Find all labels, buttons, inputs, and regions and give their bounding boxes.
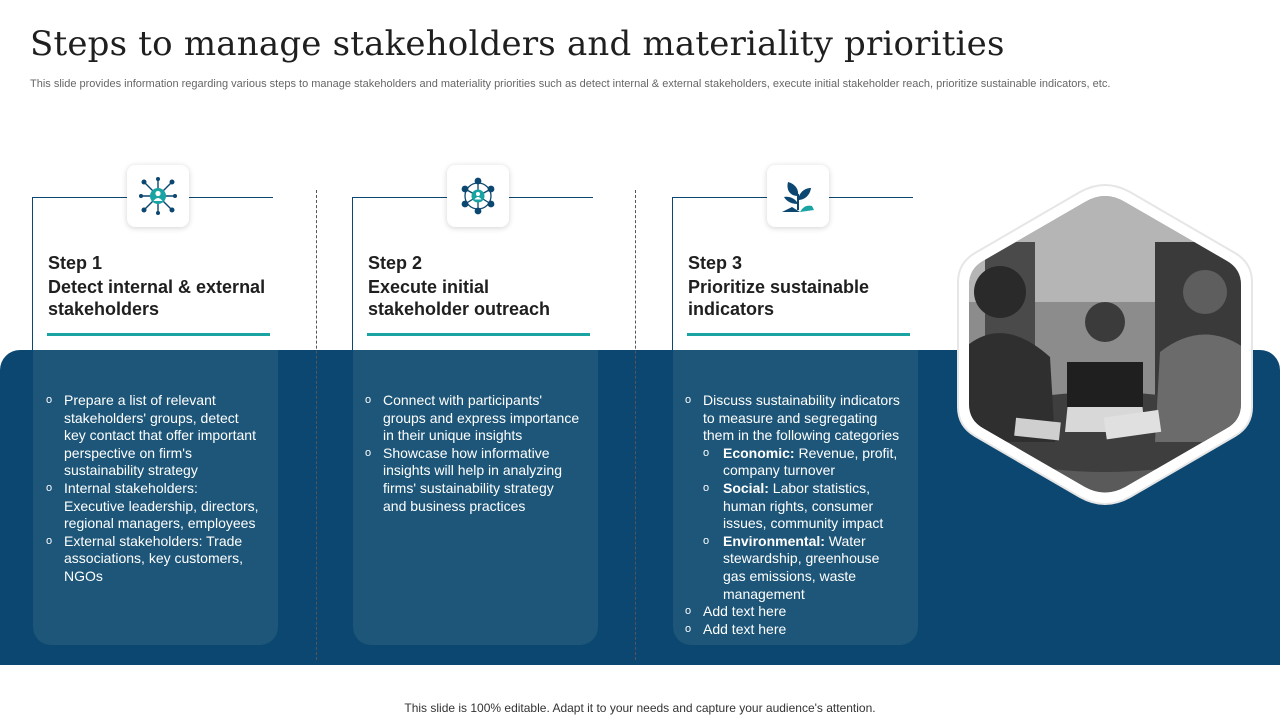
step-3-icon-box (767, 165, 829, 227)
category-item: o Environmental: Water stewardship, greenhouse gas emissions, waste management (703, 532, 880, 602)
step-2-icon-box (447, 165, 509, 227)
list-item: o Prepare a list of relevant stakeholders' groups, detect key contact that offer important perspective on firm's sustainability strategy (46, 392, 256, 479)
list-item (685, 445, 900, 603)
list-item: o External stakeholders: Trade associations, key customers, NGOs (46, 532, 243, 584)
list-item: o Showcase how informative insights will help in analyzing firms' sustainability strategy and business practices (365, 444, 562, 514)
step-1-icon-box (127, 165, 189, 227)
stakeholder-hub-icon (457, 175, 499, 217)
footer-note: This slide is 100% editable. Adapt it to your needs and capture your audience's attention. (404, 701, 876, 715)
step-3-number: Step 3 (688, 253, 743, 273)
step-3-list (685, 392, 900, 638)
network-person-icon (138, 176, 178, 216)
step-2-list (365, 392, 580, 515)
plant-hand-icon (778, 176, 818, 216)
step-1-underline (47, 333, 270, 336)
step-3-underline (687, 333, 910, 336)
step-3-title: Prioritize sustainable indicators (688, 277, 870, 319)
list-item: o Discuss sustainability indicators to measure and segregating them in the following categories (685, 392, 900, 444)
page-subtitle: This slide provides information regarding various steps to manage stakeholders and materiality priorities such as detect internal & external stakeholders, execute initial stakeholder reach, prioritize sustainable indicators, etc. (30, 78, 1111, 90)
step-2-number: Step 2 (368, 253, 423, 273)
category-list (685, 445, 900, 603)
category-item: o Social: Labor statistics, human rights, consumer issues, community impact (703, 479, 884, 532)
page-title: Steps to manage stakeholders and materiality priorities (30, 24, 1005, 64)
list-item: o Internal stakeholders: Executive leadership, directors, regional managers, employees (46, 479, 259, 532)
category-item: o Economic: Revenue, profit, company turnover (703, 444, 898, 479)
step-2-underline (367, 333, 590, 336)
list-item: o Add text here (685, 603, 787, 620)
step-1-number: Step 1 (48, 253, 103, 273)
list-item: o Add text here (685, 620, 787, 637)
column-divider (635, 190, 636, 660)
step-1-list (46, 392, 261, 586)
column-divider (316, 190, 317, 660)
meeting-photo (955, 182, 1255, 507)
step-2-title: Execute initial stakeholder outreach (368, 277, 551, 319)
list-item: o Connect with participants' groups and express importance in their unique insights (365, 392, 580, 444)
step-1-title: Detect internal & external stakeholders (48, 277, 266, 319)
